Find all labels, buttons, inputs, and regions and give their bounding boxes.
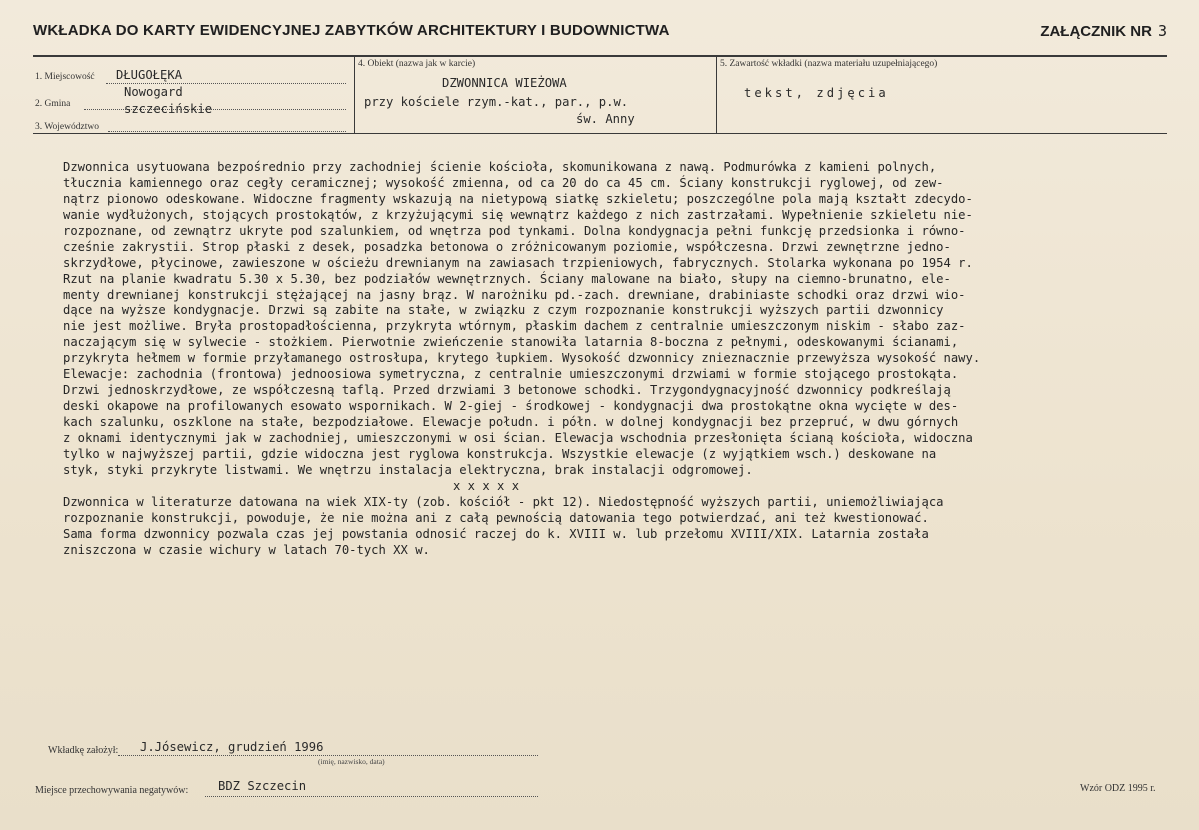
- annex-label: ZAŁĄCZNIK NR: [1040, 23, 1152, 40]
- column-divider-1: [354, 55, 355, 134]
- header-bottom-rule: [33, 133, 1167, 134]
- annex-number-value: 3: [1157, 22, 1167, 40]
- text-line: nątrz pionowo odeskowane. Widoczne fragmenty wskazują na nietypową siatkę szkieletu; poszczególne pola mają kształt zdecydo-: [63, 191, 973, 206]
- commune-label: 2. Gmina: [35, 99, 71, 109]
- author-hint: (imię, nazwisko, data): [318, 757, 385, 766]
- content-value: tekst, zdjęcia: [744, 86, 889, 100]
- object-line-2: przy kościele rzym.-kat., par., p.w.: [364, 95, 629, 109]
- negatives-label: Miejsce przechowywania negatywów:: [35, 785, 189, 796]
- author-dotted-line: [118, 755, 538, 756]
- province-label: 3. Województwo: [35, 122, 99, 132]
- text-line: Elewacje: zachodnia (frontowa) jednoosiowa symetryczna, z centralnie umieszczonymi drzwiami w formie stojącego prostokąta.: [63, 367, 959, 382]
- section-separator: x x x x x: [453, 478, 520, 493]
- text-line: Rzut na planie kwadratu 5.30 x 5.30, bez podziałów wewnętrznych. Ściany malowane na biało, słupy na ciemno-brunatno, ele-: [63, 271, 951, 286]
- text-line: Sama forma dzwonnicy pozwala czas jej powstania odnosić raczej do k. XVIII w. lub przełomu XVIII/XIX. Latarnia została: [63, 526, 929, 541]
- text-line: z oknami identycznymi jak w zachodniej, umieszczonymi w osi ścian. Elewacja wschodnia przesłonięta ścianą kościoła, widoczna: [63, 430, 973, 445]
- text-line: skrzydłowe, płycinowe, zawieszone w ościeżu drewnianym na zawiasach trzpieniowych, fabrycznych. Stolarka wykonana po 1954 r.: [63, 255, 973, 270]
- column-divider-2: [716, 55, 717, 134]
- text-line: rozpoznanie konstrukcji, powoduje, że nie można ani z całą pewnością datowania tego potwierdzać, ani też kwestionować.: [63, 510, 929, 525]
- text-line: deski okapowe na profilowanych esowato wspornikach. W 2-giej - środkowej - kondygnacji dwa prostokątne okna wycięte w des-: [63, 399, 959, 414]
- locality-dotted-line: [106, 83, 346, 84]
- text-line: tylko w najwyższej partii, gdzie widoczna jest ryglowa konstrukcja. Wszystkie elewacje (z wyjątkiem wsch.) deskowane na: [63, 446, 937, 461]
- text-line: Dzwonnica w literaturze datowana na wiek XIX-ty (zob. kościół - pkt 12). Niedostępność wyższych partii, uniemożliwiająca: [63, 494, 944, 509]
- text-line: kach szalunku, oszklone na stałe, bezpodziałowe. Elewacje połudn. i półn. w dolnej kondygnacji bez przepruć, w dwu górnych: [63, 415, 959, 429]
- text-line: wanie wydłużonych, stojących prostokątów, z krzyżującymi się wewnątrz każdego z nich zastrzałami. Wypełnienie szkieletu nie-: [63, 207, 973, 222]
- negatives-dotted-line: [205, 796, 538, 797]
- header-top-rule: [33, 55, 1167, 57]
- text-line: menty drewnianej konstrukcji stężającej na jasny brąz. W narożniku pd.-zach. drewniane, drabiniaste schodki oraz drzwi wio-: [63, 287, 966, 302]
- text-line: cześnie zakrystii. Strop płaski z desek, posadzka betonowa o zróżnicowanym poziomie, współczesna. Drzwi zewnętrzne jedno-: [63, 239, 951, 254]
- negatives-value: BDZ Szczecin: [218, 779, 307, 793]
- text-line: przykryta hełmem w formie przyłamanego ostrosłupa, krytego łupkiem. Wysokość dzwonnicy znieznacznie przewyższa wysokość nawy.: [63, 351, 981, 366]
- text-line: zniszczona w czasie wichury w latach 70-tych XX w.: [63, 542, 430, 557]
- text-line: naczającym się w sylwecie - stożkiem. Pierwotnie zwieńczenie stanowiła latarnia 8-boczna z pełnymi, odeskowanymi ścianami,: [63, 335, 959, 350]
- text-line: nie jest możliwe. Bryła prostopadłościenna, przykryta wtórnym, płaskim dachem z centralnie umieszczonym niskim - słabo zaz-: [63, 319, 966, 334]
- author-label: Wkładkę założył:: [48, 745, 119, 756]
- province-dotted-line: [108, 131, 346, 132]
- text-line: dące na wyższe kondygnacje. Drzwi są zabite na stałe, w związku z czym rozpoznanie konstrukcji wyższych partii dzwonnicy: [63, 303, 944, 318]
- locality-label: 1. Miejscowość: [35, 72, 95, 82]
- object-line-3: św. Anny: [576, 112, 635, 126]
- text-line: tłucznia kamiennego oraz cegły ceramicznej; wysokość zmienna, od ca 20 do ca 45 cm. Ściany konstrukcji ryglowej, od zew-: [63, 175, 944, 190]
- object-line-1: DZWONNICA WIEŻOWA: [442, 76, 567, 90]
- form-code: Wzór ODZ 1995 r.: [1080, 783, 1156, 794]
- annex-number: [1040, 22, 1167, 40]
- text-line: Drzwi jednoskrzydłowe, ze współczesną taflą. Przed drzwiami 3 betonowe schodki. Trzygondygnacyjność dzwonnicy podkreślają: [63, 383, 951, 398]
- text-line: styk, styki przykryte listwami. We wnętrzu instalacja elektryczna, brak instalacji odgromowej.: [63, 462, 753, 477]
- author-value: J.Jósewicz, grudzień 1996: [140, 740, 324, 754]
- commune-value: Nowogard: [124, 85, 183, 99]
- text-line: rozpoznane, od zewnątrz ukryte pod szalunkiem, od wnętrza pod tynkami. Dolna kondygnacja pełni funkcję przedsionka i równo-: [63, 223, 966, 238]
- locality-value: DŁUGOŁĘKA: [116, 68, 183, 82]
- text-line: Dzwonnica usytuowana bezpośrednio przy zachodniej ścienie kościoła, skomunikowana z nawą. Podmurówka z kamieni polnych,: [63, 160, 937, 174]
- province-value: szczecińskie: [124, 102, 213, 116]
- content-label: 5. Zawartość wkładki (nazwa materiału uzupełniającego): [720, 59, 938, 69]
- object-label: 4. Obiekt (nazwa jak w karcie): [358, 59, 476, 69]
- form-title: WKŁADKA DO KARTY EWIDENCYJNEJ ZABYTKÓW ARCHITEKTURY I BUDOWNICTWA: [33, 22, 670, 39]
- description-text: [63, 160, 1183, 558]
